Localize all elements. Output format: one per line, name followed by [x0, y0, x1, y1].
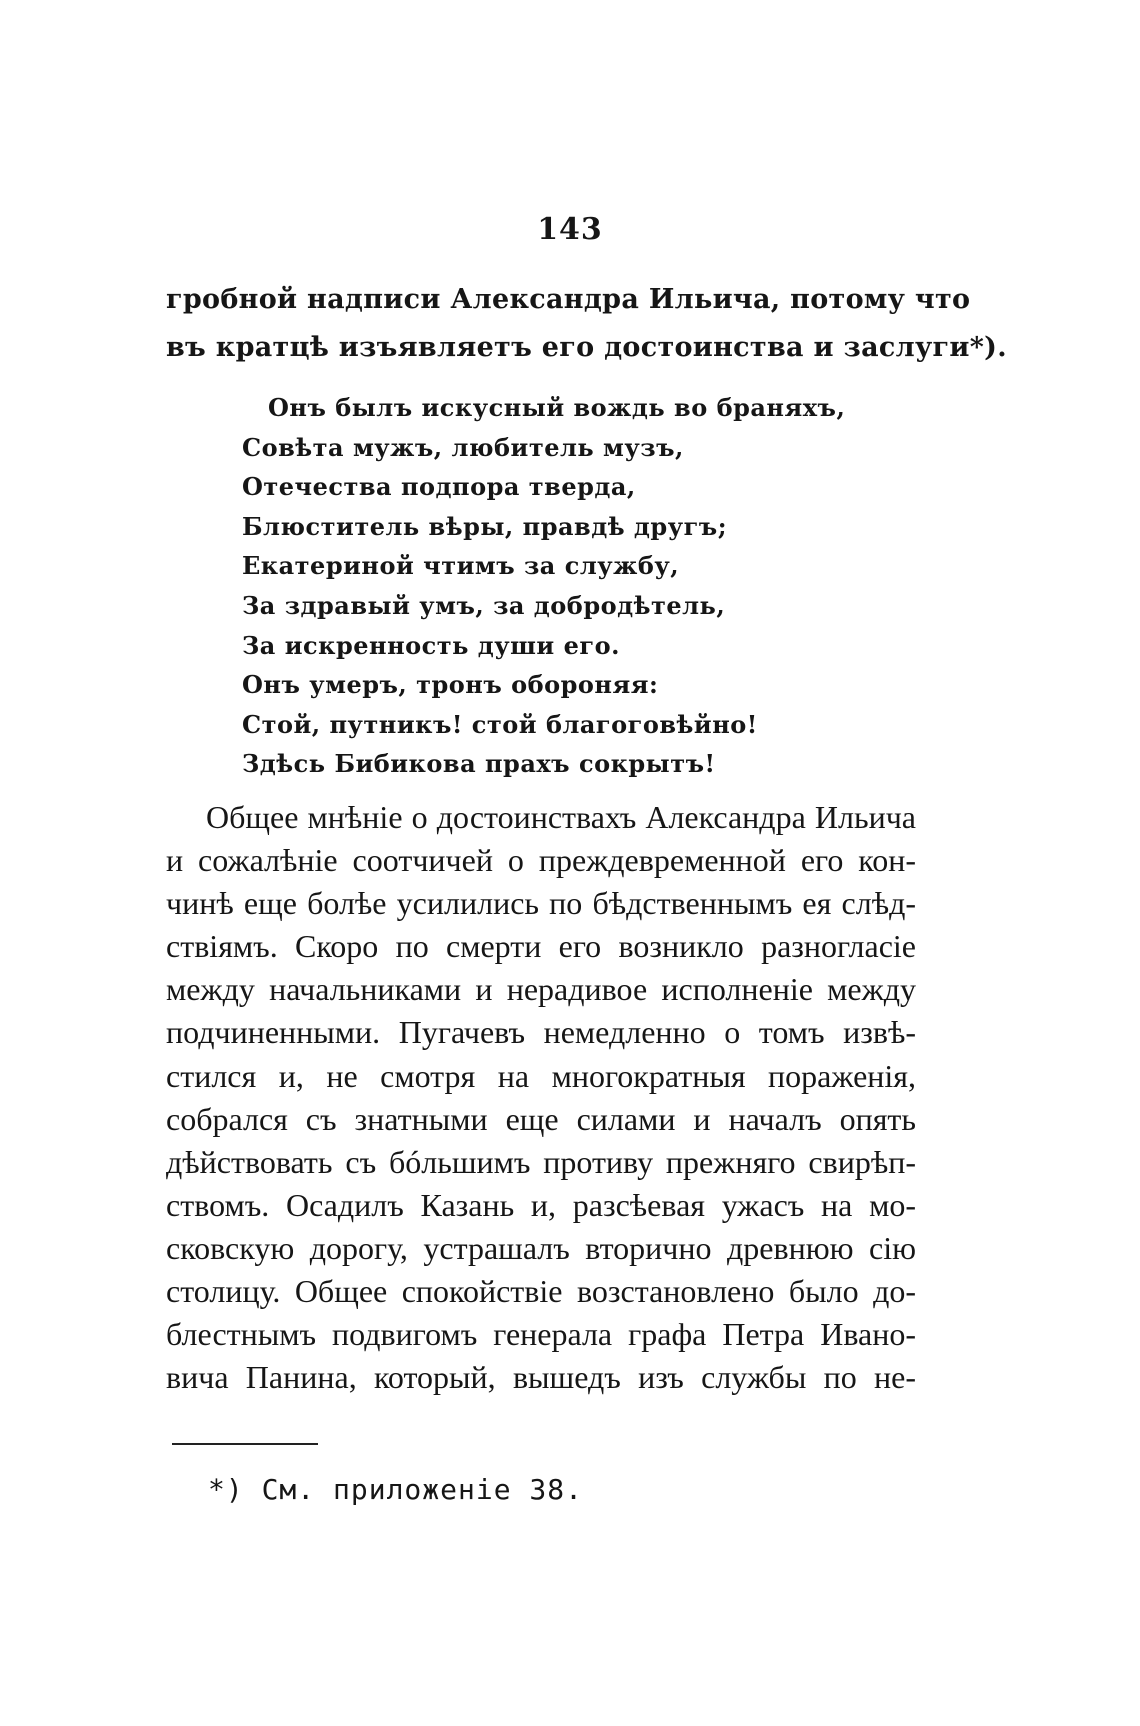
body-paragraph	[166, 796, 916, 1399]
epitaph-poem	[242, 388, 846, 784]
paragraph-line: блестнымъ подвигомъ генерала графа Петра Ивано-	[166, 1316, 916, 1353]
poem-line: За искренность души его.	[242, 630, 620, 660]
footnote: *) См. приложеніе 38.	[208, 1473, 584, 1506]
poem-line: Онъ умеръ, тронъ обороняя:	[242, 670, 659, 700]
paragraph-line: вича Панина, который, вышедъ изъ службы по не-	[166, 1359, 916, 1396]
paragraph-line: подчиненными. Пугачевъ немедленно о томъ извѣ-	[166, 1014, 916, 1051]
poem-line: Совѣта мужъ, любитель музъ,	[242, 432, 684, 462]
paragraph-line: ствіямъ. Скоро по смерти его возникло разногласіе	[166, 928, 916, 965]
paragraph-line: и сожалѣніе соотчичей о преждевременной его кон-	[166, 842, 916, 879]
paragraph-line: чинѣ еще болѣе усилились по бѣдственнымъ ея слѣд-	[166, 885, 916, 922]
intro-line: въ кратцѣ изъявляетъ его достоинства и заслуги*).	[166, 332, 1007, 363]
paragraph-line: Общее мнѣніе о достоинствахъ Александра Ильича	[206, 799, 916, 835]
poem-line: За здравый умъ, за добродѣтель,	[242, 590, 726, 620]
poem-line: Блюститель вѣры, правдѣ другъ;	[242, 511, 728, 541]
paragraph-line: стился и, не смотря на многократныя пораженія,	[166, 1057, 916, 1094]
poem-line: Стой, путникъ! стой благоговѣйно!	[242, 709, 758, 739]
poem-line: Здѣсь Бибикова прахъ сокрытъ!	[242, 749, 716, 779]
poem-line: Екатериной чтимъ за службу,	[242, 551, 680, 581]
poem-line: Отечества подпора тверда,	[242, 472, 636, 502]
paragraph-line: собрался съ знатными еще силами и началъ опять	[166, 1100, 916, 1137]
paragraph-line: ствомъ. Осадилъ Казань и, разсѣевая ужасъ на мо-	[166, 1186, 916, 1223]
intro-line: гробной надписи Александра Ильича, потому что	[166, 284, 971, 315]
paragraph-line: сковскую дорогу, устрашалъ вторично древнюю сію	[166, 1229, 916, 1266]
paragraph-line: столицу. Общее спокойствіе возстановлено было до-	[166, 1273, 916, 1310]
intro-text	[166, 276, 1007, 372]
paragraph-line: между начальниками и нерадивое исполненіе между	[166, 971, 916, 1008]
paragraph-line: дѣйствовать съ бóльшимъ противу прежняго свирѣп-	[166, 1143, 916, 1180]
poem-line: Онъ былъ искусный вождь во браняхъ,	[268, 393, 846, 422]
footnote-divider	[172, 1443, 318, 1445]
page-number: 143	[537, 212, 603, 247]
